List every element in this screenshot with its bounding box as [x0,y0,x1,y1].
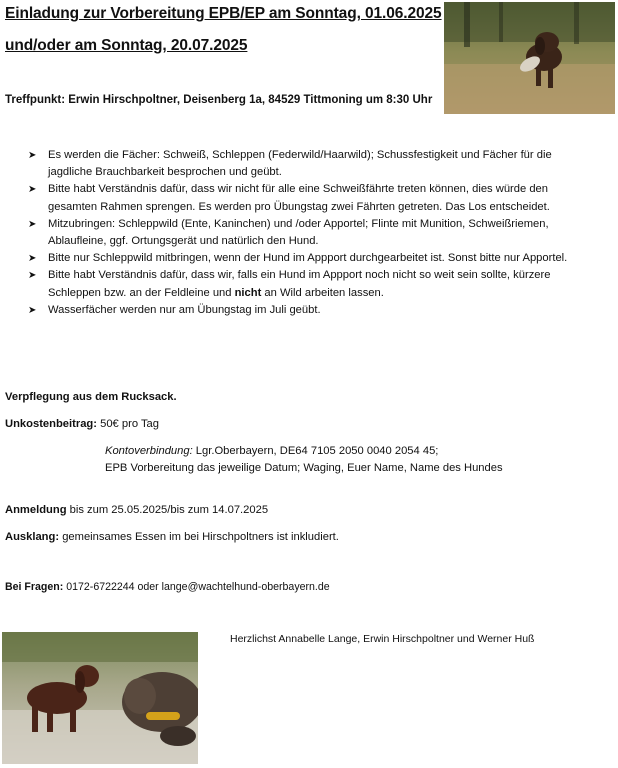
list-item: ➤ Bitte habt Verständnis dafür, dass wir, falls ein Hund im Appport noch nicht so weit sein sollte, kürzere Schleppen bzw. an der Feldleine und nicht an Wild arbeiten lassen. [28,269,551,299]
arrow-bullet-icon: ➤ [28,253,37,265]
contact-line [5,581,330,593]
arrow-bullet-icon: ➤ [28,304,37,316]
page-title: Einladung zur Vorbereitung EPB/EP am Sonntag, 01.06.2025 [5,5,442,22]
registration-label: Anmeldung [5,504,67,516]
arrow-bullet-icon: ➤ [28,184,37,196]
contact-value: 0172-6722244 oder lange@wachtelhund-oberbayern.de [63,581,330,593]
closing-line [5,531,339,543]
bank-details [105,443,503,477]
bank-label: Kontoverbindung: [105,445,193,457]
list-item: ➤ Mitzubringen: Schleppwild (Ente, Kaninchen) und /oder Apportel; Flinte mit Munition, Schweißriemen, Ablaufleine, ggf. Ortungsgerät und natürlich den Hund. [28,217,549,248]
fee-value: 50€ pro Tag [97,418,159,430]
arrow-bullet-icon: ➤ [28,270,37,282]
closing-label: Ausklang: [5,531,60,543]
dog-retrieving-photo [444,2,615,114]
closing-value: gemeinsames Essen im bei Hirschpoltners ist inkludiert. [59,531,339,543]
dogs-with-boar-photo [2,632,198,764]
fee-label: Unkostenbeitrag: [5,418,97,430]
catering-note: Verpflegung aus dem Rucksack. [5,391,177,403]
list-item: ➤ Bitte habt Verständnis dafür, dass wir nicht für alle eine Schweißfährte treten können, dies würde den gesamten Rahmen sprengen. Es werden pro Übungstag zwei Fährten getreten. Das Los entscheidet. [28,183,550,213]
list-item: ➤ Wasserfächer werden nur am Übungstag im Juli geübt. [28,302,588,319]
info-bullet-list [28,147,588,319]
registration-value: bis zum 25.05.2025/bis zum 14.07.2025 [66,504,269,516]
arrow-bullet-icon: ➤ [28,218,37,230]
page-subtitle: und/oder am Sonntag, 20.07.2025 [5,37,248,54]
contact-label: Bei Fragen: [5,581,64,593]
meeting-point: Treffpunkt: Erwin Hirschpoltner, Deisenberg 1a, 84529 Tittmoning um 8:30 Uhr [5,94,433,106]
list-item: ➤ Es werden die Fächer: Schweiß, Schleppen (Federwild/Haarwild); Schussfestigkeit und Fächer für die jagdliche Brauchbarkeit besprochen und geübt. [28,149,552,179]
bank-reference: EPB Vorbereitung das jeweilige Datum; Waging, Euer Name, Name des Hundes [105,462,503,474]
fee-line [5,418,159,430]
registration-line [5,504,268,516]
arrow-bullet-icon: ➤ [28,150,37,161]
bank-account: Lgr.Oberbayern, DE64 7105 2050 0040 2054 45; [192,445,439,457]
list-item: ➤ Bitte nur Schleppwild mitbringen, wenn der Hund im Appport durchgearbeitet ist. Sonst bitte nur Apportel. [28,250,588,267]
signature: Herzlichst Annabelle Lange, Erwin Hirschpoltner und Werner Huß [230,633,535,645]
